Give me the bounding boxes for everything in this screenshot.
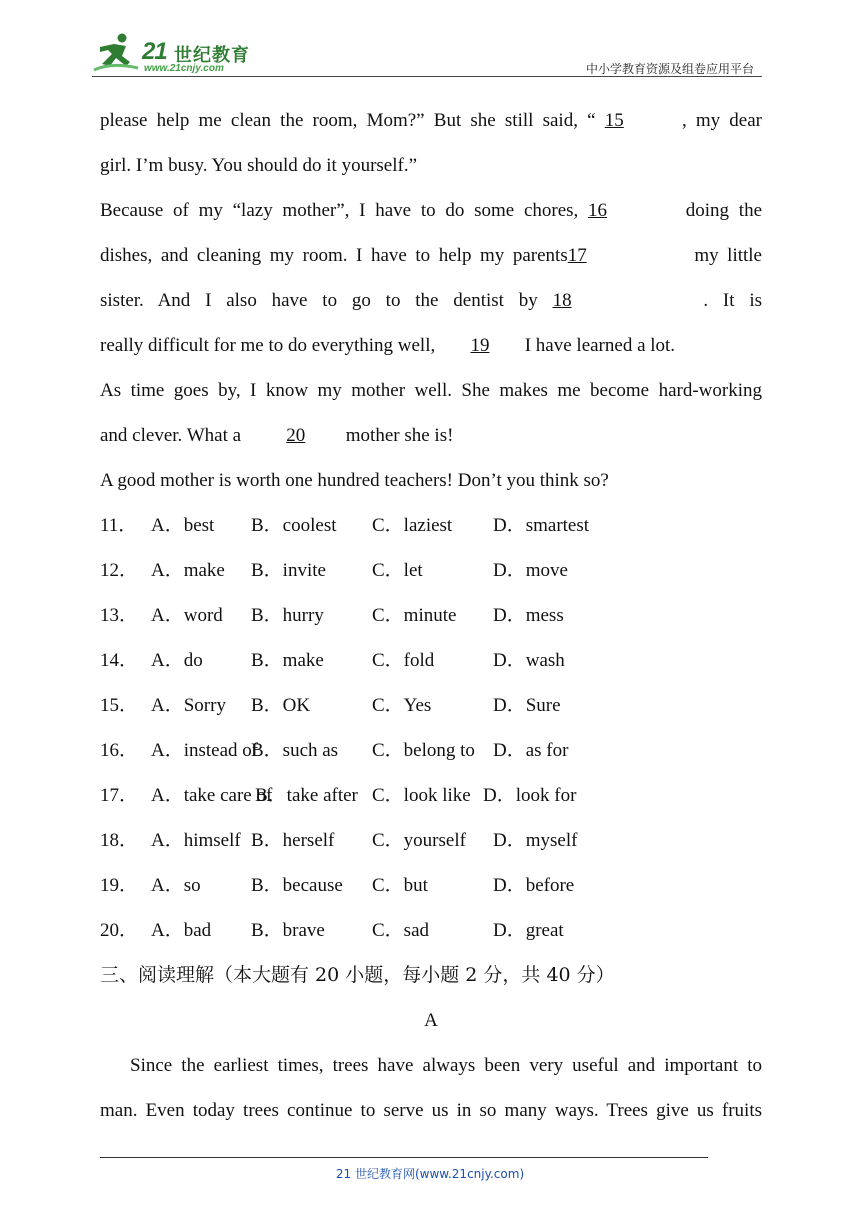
question-number: 17． (100, 785, 139, 806)
passage-line: man. Even today trees continue to serve us in so many ways. Trees give us fruits (100, 1100, 762, 1121)
passage-line: girl. I’m busy. You should do it yourself.” (100, 155, 418, 176)
option-c: C．Yes (372, 695, 432, 716)
option-c: C．sad (372, 920, 430, 941)
question-options (100, 638, 762, 683)
blank-15: 15 (604, 110, 624, 131)
logo-url: www.21cnjy.com (144, 63, 224, 74)
passage-line (100, 98, 762, 143)
option-a: A．word (151, 605, 223, 626)
option-b: B．hurry (251, 605, 324, 626)
question-options (100, 593, 762, 638)
question-options (100, 503, 762, 548)
option-b: B．because (251, 875, 343, 896)
passage-text: sister. And I also have to go to the dentist by (100, 290, 538, 311)
option-a: A．take care of (151, 785, 273, 806)
option-a: A．bad (151, 920, 212, 941)
passage-text: and clever. What a (100, 425, 242, 446)
passage-text: please help me clean the room, Mom?” But she still said, “ (100, 110, 596, 131)
passage-text: dishes, and cleaning my room. I have to help my parents (100, 245, 568, 266)
option-d: D．wash (493, 650, 565, 671)
blank-19: 19 (470, 335, 490, 356)
passage-label: A (424, 1010, 438, 1031)
passage-text: mother she is! (345, 425, 454, 446)
passage-line (100, 413, 762, 458)
passage-text: I have learned a lot. (524, 335, 676, 356)
question-options (100, 773, 762, 818)
option-b: B．make (251, 650, 324, 671)
passage-line: A good mother is worth one hundred teachers! Don’t you think so? (100, 470, 609, 491)
question-options (100, 908, 762, 953)
option-d: D．before (493, 875, 575, 896)
section-heading: 三、阅读理解（本大题有 20 小题，每小题 2 分，共 40 分） (100, 964, 615, 986)
option-b: B．brave (251, 920, 325, 941)
footer-divider (100, 1157, 708, 1158)
passage-line (100, 188, 762, 233)
option-d: D．as for (493, 740, 569, 761)
passage-text: , my dear (681, 110, 763, 131)
blank-17: 17 (567, 245, 587, 266)
option-d: D．Sure (493, 695, 561, 716)
question-options (100, 818, 762, 863)
option-c: C．but (372, 875, 428, 896)
option-a: A．make (151, 560, 225, 581)
option-c: C．let (372, 560, 423, 581)
option-a: A．instead of (151, 740, 259, 761)
option-a: A．do (151, 650, 203, 671)
question-options (100, 863, 762, 908)
page-footer: 21 世纪教育网(www.21cnjy.com) (335, 1167, 525, 1181)
passage-line (100, 233, 762, 278)
question-number: 14． (100, 650, 139, 671)
passage-line (100, 278, 762, 323)
option-d: D．myself (493, 830, 578, 851)
option-a: A．best (151, 515, 215, 536)
passage-line: Since the earliest times, trees have always been very useful and important to (130, 1055, 762, 1076)
option-c: C．minute (372, 605, 457, 626)
option-c: C．look like (372, 785, 471, 806)
passage-line (100, 323, 762, 368)
page-content (100, 98, 762, 1133)
option-b: B．such as (251, 740, 339, 761)
question-number: 18． (100, 830, 139, 851)
option-a: A．Sorry (151, 695, 226, 716)
passage-text: . It is (703, 290, 763, 311)
option-c: C．fold (372, 650, 435, 671)
option-d: D．great (493, 920, 564, 941)
question-options (100, 683, 762, 728)
option-b: B．take after (255, 785, 358, 806)
passage-text: doing the (685, 200, 763, 221)
option-d: D．smartest (493, 515, 590, 536)
passage-text: my little (694, 245, 762, 266)
passage-text: Because of my “lazy mother”, I have to do some chores, (100, 200, 579, 221)
option-d: D．move (493, 560, 568, 581)
option-d: D．mess (493, 605, 564, 626)
option-c: C．belong to (372, 740, 475, 761)
question-number: 19． (100, 875, 139, 896)
option-a: A．so (151, 875, 201, 896)
logo-number: 21 (142, 38, 167, 65)
option-c: C．yourself (372, 830, 466, 851)
question-number: 16． (100, 740, 139, 761)
blank-18: 18 (552, 290, 572, 311)
question-number: 20． (100, 920, 139, 941)
site-logo (92, 32, 262, 76)
question-options (100, 728, 762, 773)
option-d: D．look for (483, 785, 577, 806)
logo-wordmark: 世纪教育 (174, 45, 250, 66)
question-number: 11． (100, 515, 138, 536)
passage-line: As time goes by, I know my mother well. She makes me become hard-working (100, 380, 762, 401)
question-number: 13． (100, 605, 139, 626)
running-man-icon (92, 32, 140, 76)
option-b: B．coolest (251, 515, 337, 536)
platform-label: 中小学教育资源及组卷应用平台 (585, 62, 754, 76)
question-options (100, 548, 762, 593)
option-b: B．OK (251, 695, 311, 716)
option-b: B．herself (251, 830, 335, 851)
passage-text: really difficult for me to do everything well, (100, 335, 436, 356)
option-a: A．himself (151, 830, 241, 851)
blank-16: 16 (588, 200, 608, 221)
question-number: 12． (100, 560, 139, 581)
blank-20: 20 (286, 425, 306, 446)
header-divider (92, 76, 762, 77)
page-header (92, 30, 762, 80)
question-number: 15． (100, 695, 139, 716)
option-b: B．invite (251, 560, 326, 581)
option-c: C．laziest (372, 515, 453, 536)
